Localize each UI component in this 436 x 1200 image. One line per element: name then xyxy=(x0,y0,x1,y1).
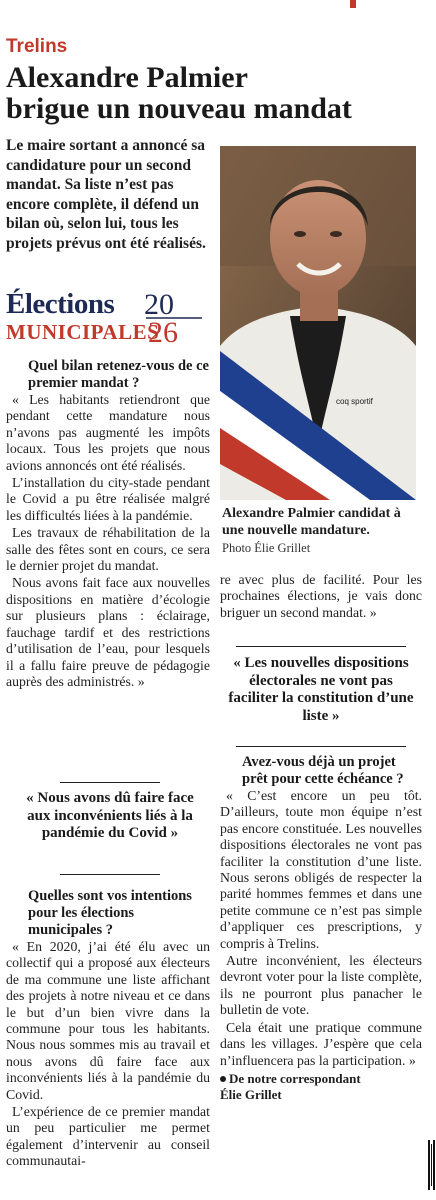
q3-question: Avez-vous déjà un projet prêt pour cette échéance ? xyxy=(242,754,404,787)
q2-body xyxy=(6,939,210,1170)
logo-year-bottom: 26 xyxy=(148,316,178,346)
logo-elections-word: Élections xyxy=(6,288,115,320)
byline-bullet-icon xyxy=(220,1076,226,1082)
photo-credit: Photo Élie Grillet xyxy=(222,541,311,555)
q2-question: Quelles sont vos intentions pour les élections municipales ? xyxy=(28,888,192,938)
q2-section xyxy=(6,888,210,1171)
pull1-rule-top xyxy=(60,782,160,783)
logo-municipales-word: MUNICIPALES xyxy=(6,320,160,344)
pull-quote-2: « Les nouvelles dispositions électorales ne vont pas faciliter la constitution d’une liste » xyxy=(228,655,414,724)
q3-paragraph: Cela était une pratique commune dans les villages. J’espère que cela n’influencera pas la participation. » xyxy=(220,1019,422,1068)
logo-year-mark xyxy=(142,288,208,346)
portrait-illustration xyxy=(220,146,416,500)
candidate-photo xyxy=(220,146,416,500)
jacket-brand-text: coq sportif xyxy=(336,397,373,406)
elections-logo xyxy=(6,288,206,346)
q2-continued: re avec plus de facilité. Pour les prochaines élections, je vais donc briguer un second mandat. » xyxy=(220,572,422,620)
headline-line-2: brigue un nouveau mandat xyxy=(6,92,352,125)
byline-line-2: Élie Grillet xyxy=(220,1086,282,1102)
pull2-rule-bottom xyxy=(236,746,406,747)
pull1-rule-bottom xyxy=(60,874,160,875)
headline-line-1: Alexandre Palmier xyxy=(6,61,248,94)
article-lead: Le maire sortant a annoncé sa candidature pour un second mandat. Sa liste n’est pas encore complète, il défend un bilan où, selon lui, tous les projets prévus ont été réalisés. xyxy=(6,137,206,252)
q1-question: Quel bilan retenez-vous de ce premier mandat ? xyxy=(28,358,209,391)
byline xyxy=(220,1071,422,1103)
q3-body xyxy=(220,788,422,1069)
pull2-rule-top xyxy=(236,646,406,647)
kicker-location: Trelins xyxy=(6,36,68,57)
logo-year-top: 20 xyxy=(144,288,174,321)
photo-caption xyxy=(222,505,422,557)
pull-quote-1: « Nous avons dû faire face aux inconvénients liés à la pandémie du Covid » xyxy=(26,790,194,841)
q1-paragraph: Les travaux de réhabilitation de la salle des fêtes sont en cours, ce sera le dernier projet du mandat. xyxy=(6,525,210,574)
q1-section xyxy=(6,358,210,691)
photo-caption-text: Alexandre Palmier candidat à une nouvelle mandature. xyxy=(222,506,401,538)
headline xyxy=(6,62,431,124)
q1-paragraph: Nous avons fait face aux nouvelles dispositions en matière d’écologie sur plusieurs plans : éclairage, fauchage tardif et des restrictions d’utilisation de l’eau, pour lesquels il a fallu faire preuve de pédagogie auprès des administrés. » xyxy=(6,575,210,689)
q1-body xyxy=(6,392,210,690)
top-edge-mark xyxy=(350,0,356,8)
barcode-mark-icon xyxy=(428,1140,436,1190)
q1-paragraph: « Les habitants retiendront que pendant cette mandature nous n’avons pas augmenté les impôts locaux. Tous les projets que nous avions annoncés ont été réalisés. xyxy=(6,392,210,473)
q1-paragraph: L’installation du city-stade pendant le Covid a pu être réalisée malgré les difficultés liées à la pandémie. xyxy=(6,475,210,523)
q2-paragraph: L’expérience de ce premier mandat un peu particulier me permet également d’intervenir au conseil communautai- xyxy=(6,1104,210,1169)
q3-paragraph: « C’est encore un peu tôt. D’ailleurs, toute mon équipe n’est pas encore constituée. Les nouvelles dispositions électorales ne vont pas faciliter la constitution d’une liste. Nous serons obligés de respecter la parité hommes femmes et dans une petite commune ce n’est pas simple d’appliquer ces prescriptions, y compris à Trelins. xyxy=(220,788,422,951)
q3-paragraph: Autre inconvénient, les électeurs devront voter pour la liste complète, ils ne pourront plus panacher le bulletin de vote. xyxy=(220,953,422,1018)
q2-paragraph: « En 2020, j’ai été élu avec un collectif qui a proposé aux électeurs de ma commune une liste affichant des projets à notre niveau et ce dans le but d’un bien vivre dans la commune pour tous les habitants. Nous nous sommes mis au travail et nous avons dû faire face aux inconvénients liés à la pandémie du Covid. xyxy=(6,939,210,1102)
q3-section xyxy=(220,754,422,1103)
byline-line-1: De notre correspondant xyxy=(229,1070,361,1086)
